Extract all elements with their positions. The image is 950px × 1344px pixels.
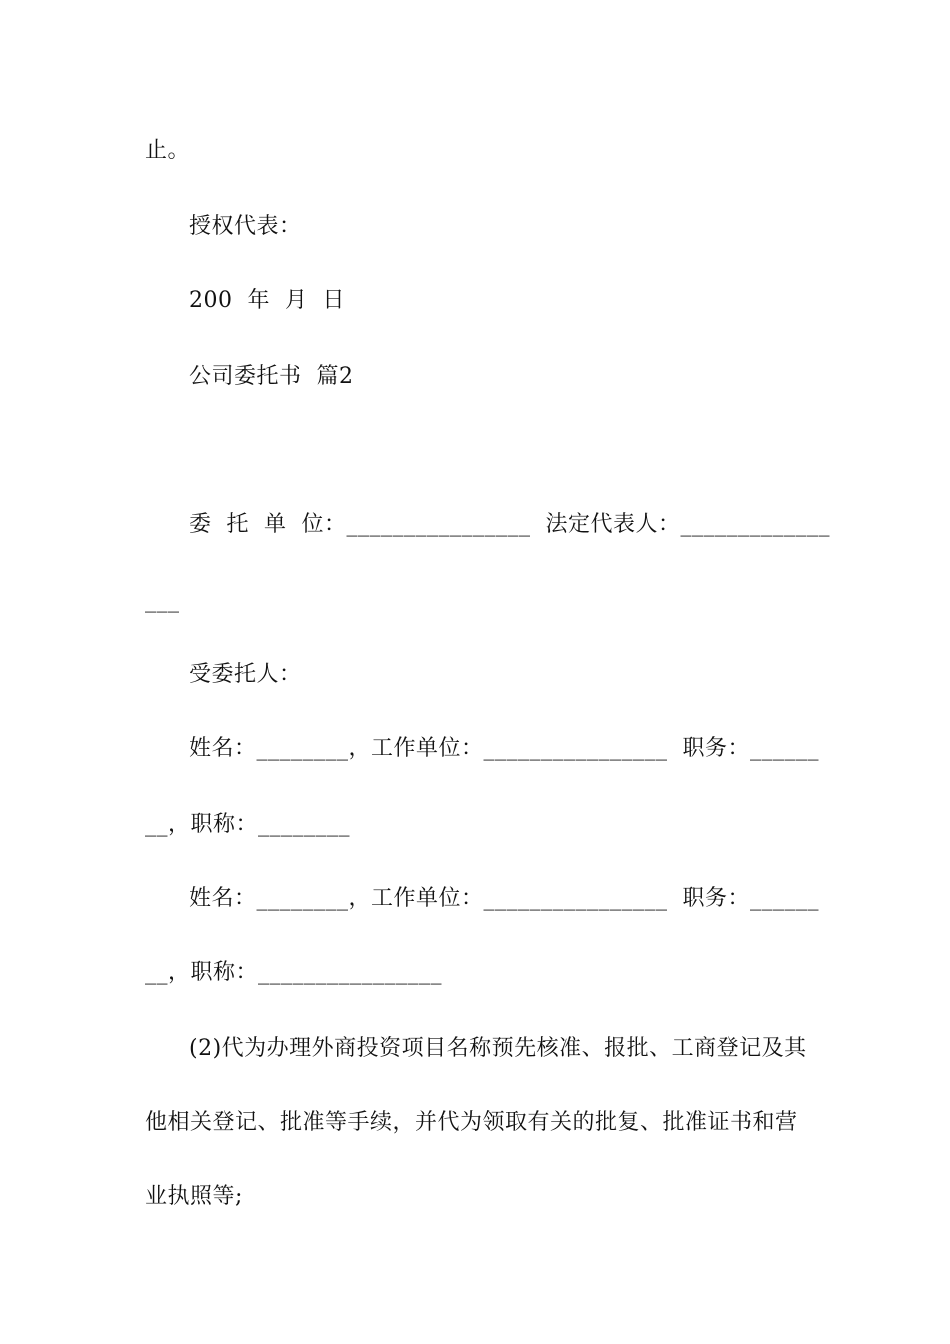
date-line: 200 年 月 日 bbox=[189, 288, 345, 313]
text-line-end-of-previous: 止。 bbox=[145, 138, 191, 163]
trustee-2-line-cont: __，职称：________________ bbox=[145, 960, 443, 985]
trustee-label: 受委托人： bbox=[189, 662, 302, 687]
authorized-representative-label: 授权代表： bbox=[189, 214, 302, 239]
paragraph-2-line-3: 业执照等; bbox=[145, 1184, 243, 1209]
paragraph-2-line-2: 他相关登记、批准等手续，并代为领取有关的批复、批准证书和营 bbox=[145, 1110, 798, 1135]
section-title: 公司委托书 篇2 bbox=[189, 364, 354, 389]
entrusting-unit-line: 委 托 单 位：________________ 法定代表人：_____________ bbox=[189, 512, 830, 537]
trustee-1-line: 姓名：________，工作单位：________________ 职务：______ bbox=[189, 736, 819, 761]
trustee-1-line-cont: __，职称：________ bbox=[145, 812, 351, 837]
trustee-2-line: 姓名：________，工作单位：________________ 职务：______ bbox=[189, 886, 819, 911]
paragraph-2-line-1: (2)代为办理外商投资项目名称预先核准、报批、工商登记及其 bbox=[189, 1036, 807, 1061]
entrusting-unit-line-cont: ___ bbox=[145, 588, 180, 613]
